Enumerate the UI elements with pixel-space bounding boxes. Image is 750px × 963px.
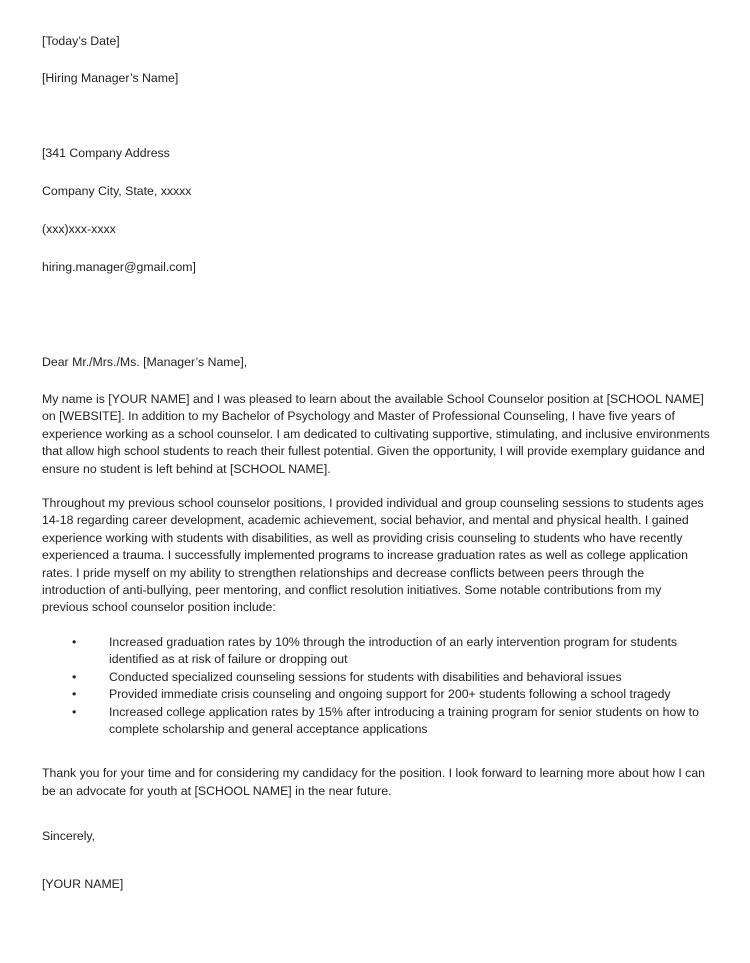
recipient-phone: (xxx)xxx-xxxx — [42, 222, 116, 236]
recipient-name: [Hiring Manager’s Name] — [42, 71, 179, 85]
closing-paragraph: Thank you for your time and for considering my candidacy for the position. I look forward to learning more about how I can be an advocate for youth at [SCHOOL NAME] in the near future. — [42, 766, 706, 798]
bullet-icon: • — [72, 704, 77, 719]
list-item — [42, 686, 720, 703]
list-item — [42, 704, 720, 739]
body-paragraph-1: My name is [YOUR NAME] and I was pleased to learn about the available School Counselor position at [SCHOOL NAME] on [WEBSITE]. In addition to my Bachelor of Psychology and Master of Professional Counseling, I have five years of experience working as a school counselor. I am dedicated to cultivating supportive, stimulating, and inclusive environments that allow high school students to reach their fullest potential. Given the opportunity, I will provide exemplary guidance and ensure no student is left behind at [SCHOOL NAME]. — [42, 392, 710, 476]
list-item-text: Provided immediate crisis counseling and ongoing support for 200+ students following a school tragedy — [109, 687, 671, 702]
spacer-before-salutation — [42, 297, 720, 335]
signoff: Sincerely, — [42, 829, 96, 844]
bullet-icon: • — [72, 669, 77, 684]
spacer-after-recipient-name — [42, 107, 720, 145]
recipient-city-state-zip: Company City, State, xxxxx — [42, 184, 192, 198]
list-item-text: Increased college application rates by 15% after introducing a training program for senior students on how to complete scholarship and general acceptance applications — [109, 704, 699, 736]
recipient-email: hiring.manager@gmail.com] — [42, 260, 196, 274]
achievements-list — [42, 634, 720, 738]
list-item-text: Increased graduation rates by 10% through the introduction of an early intervention program for students identified as at risk of failure or dropping out — [109, 634, 678, 667]
body-paragraph-2: Throughout my previous school counselor positions, I provided individual and group counseling sessions to students ages 14-18 regarding career development, academic achievement, social behavior, and mental and physical health. I gained experience working with students with disabilities, as well as providing crisis counseling to students who have recently experienced a trauma. I successfully implemented programs to increase graduation rates as well as college application rates. I pride myself on my ability to strengthen relationships and decrease conflicts between peers through the introduction of anti-bullying, peer mentoring, and conflict resolution initiatives. Some notable contributions from my previous school counselor position include: — [42, 496, 704, 615]
spacer-before-signature — [42, 865, 720, 876]
spacer-before-signoff — [42, 817, 720, 828]
spacer-before-closing — [42, 754, 720, 765]
salutation: Dear Mr./Mrs./Ms. [Manager’s Name], — [42, 355, 248, 369]
recipient-address-block — [42, 145, 720, 276]
recipient-street-address: [341 Company Address — [42, 146, 170, 160]
spacer-before-salutation-2 — [42, 335, 720, 354]
signature-name: [YOUR NAME] — [42, 877, 124, 892]
list-item-text: Conducted specialized counseling sessions for students with disabilities and behavioral issues — [109, 669, 622, 684]
letter-date: [Today’s Date] — [42, 34, 120, 48]
list-item — [42, 634, 720, 669]
list-item — [42, 669, 720, 686]
bullet-icon: • — [72, 634, 77, 649]
bullet-icon: • — [72, 687, 77, 702]
